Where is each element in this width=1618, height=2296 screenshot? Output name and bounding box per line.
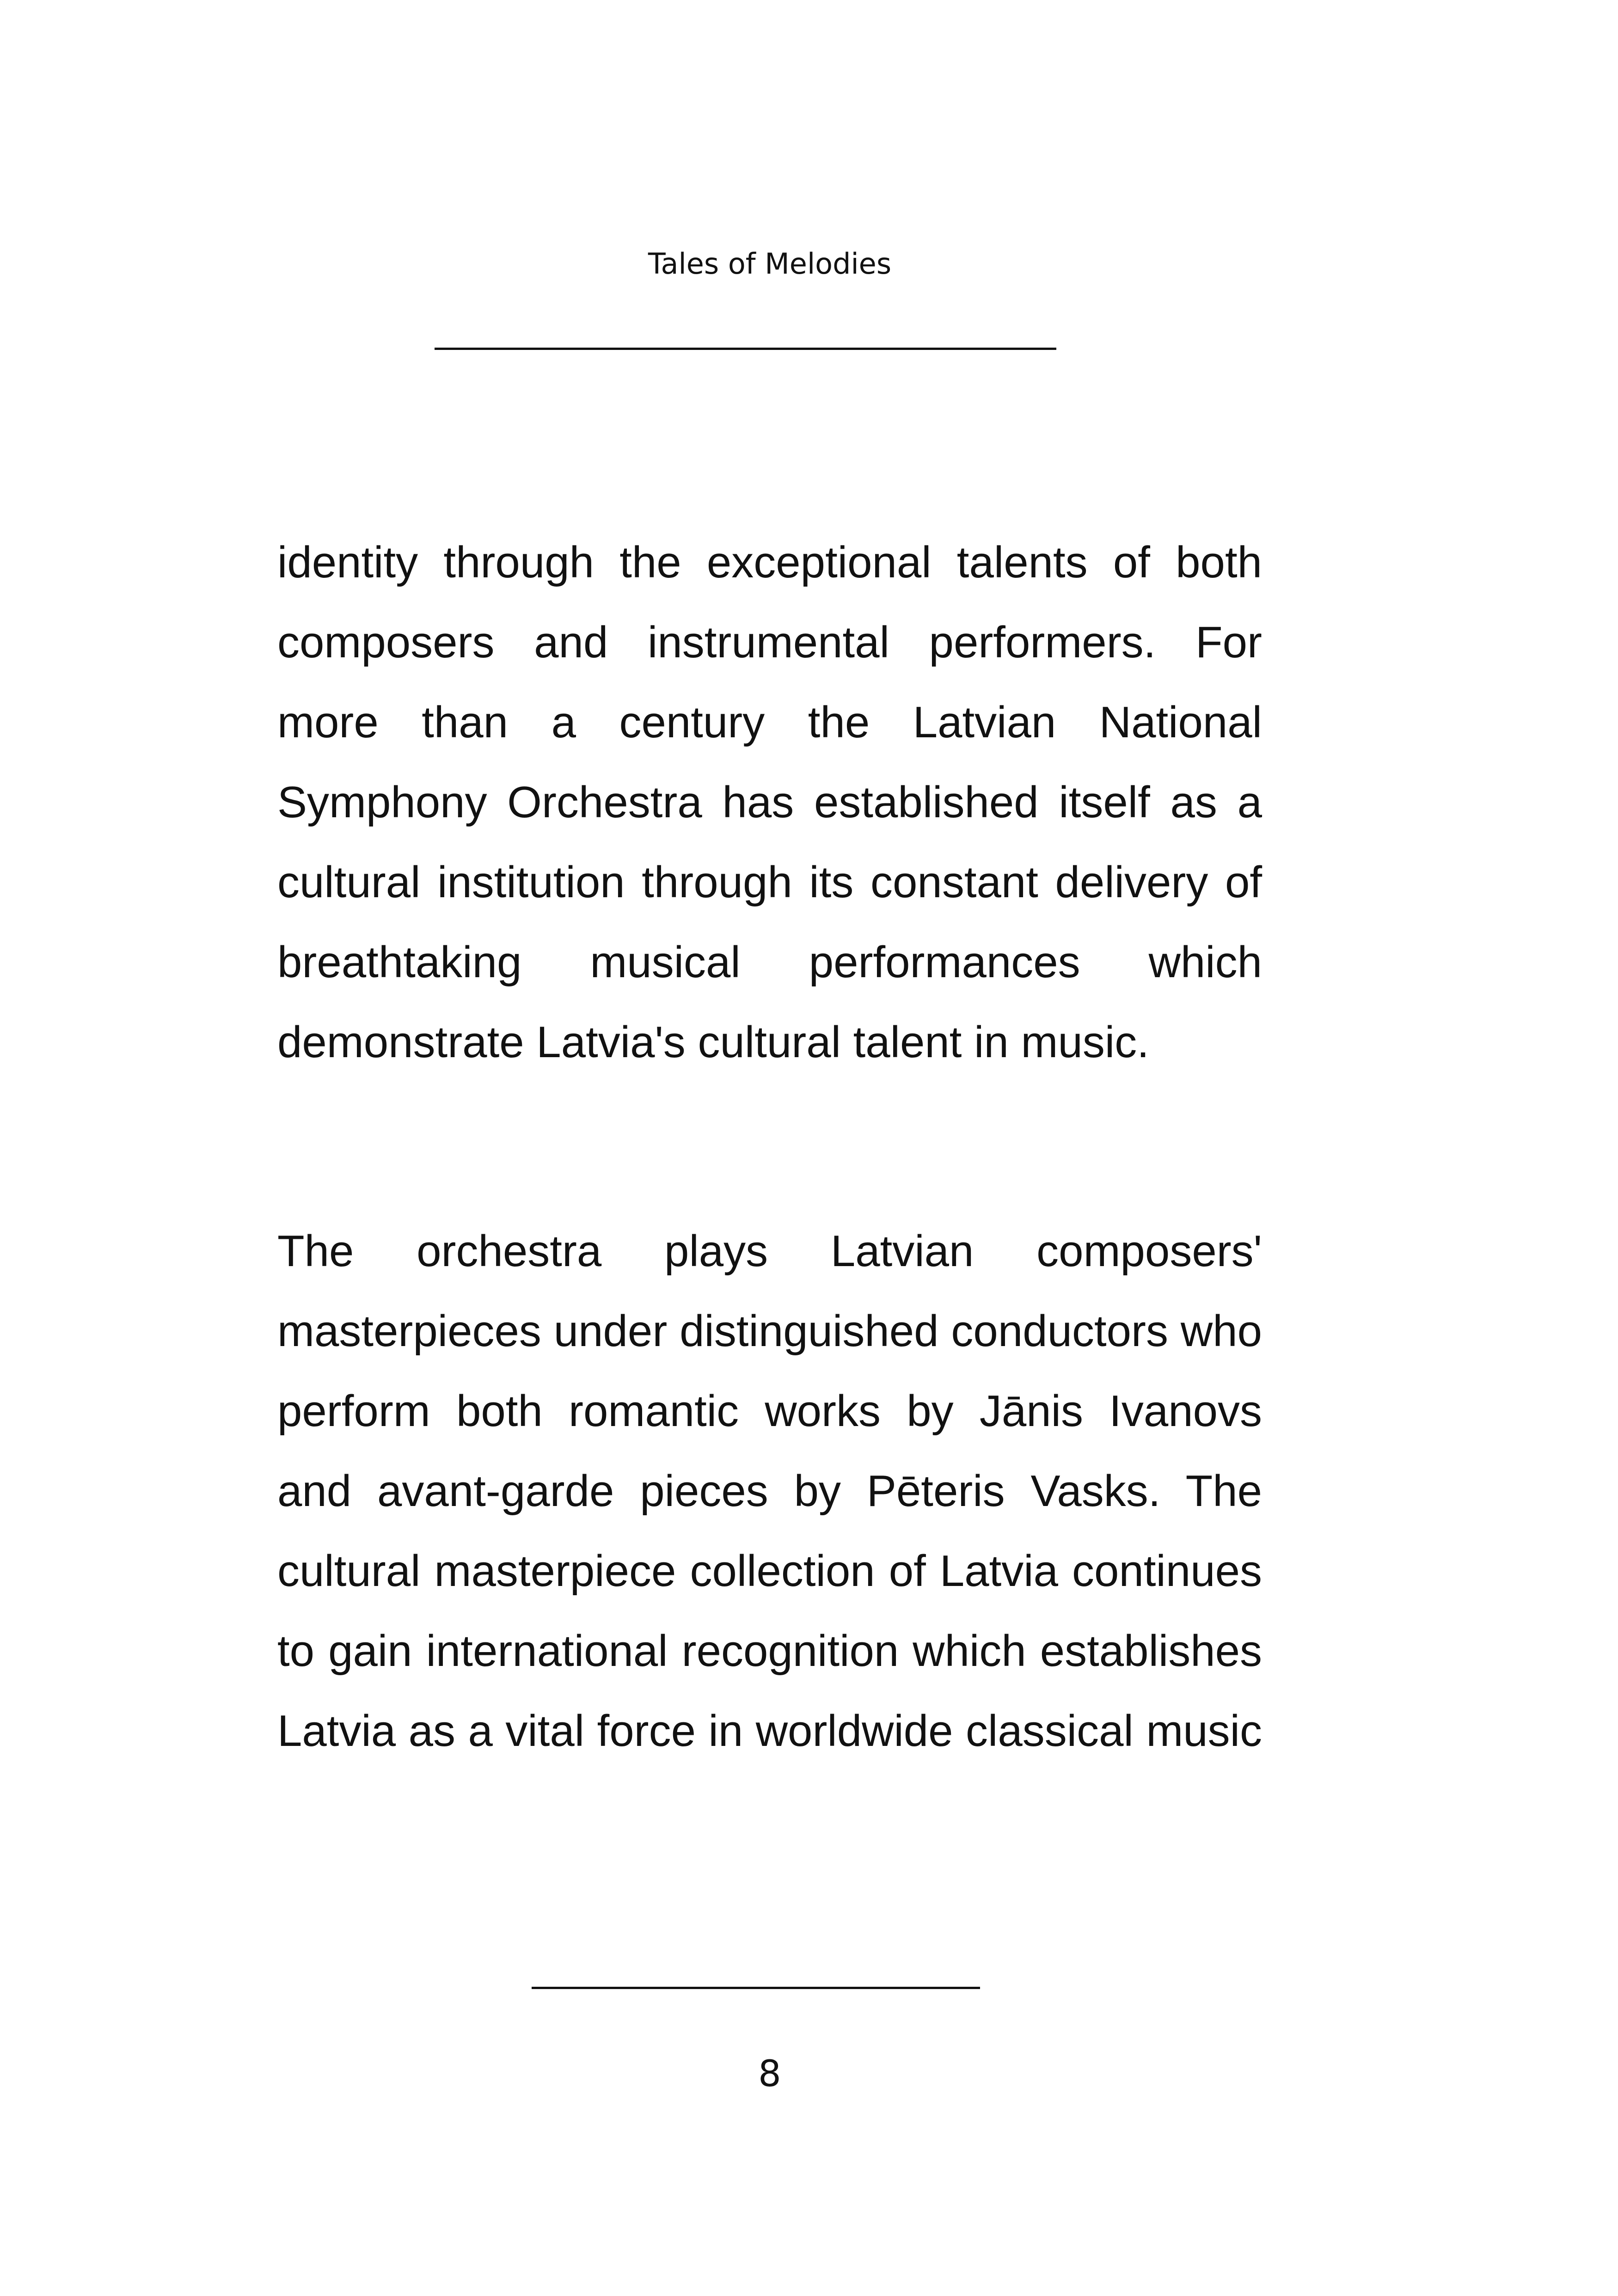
footer-divider	[532, 1987, 980, 1989]
header-divider	[435, 348, 1056, 350]
body-paragraph-1: identity through the exceptional talents of both composers and instrumental performers. For more than a century the Latvian National Symphony Orchestra has established itself as a cultural institution through its constant delivery of breathtaking musical performances which demonstrate Latvia's cultural talent in music.	[277, 538, 1262, 1067]
page-number: 8	[758, 2053, 781, 2095]
running-header-title: Tales of Melodies	[648, 247, 892, 281]
body-paragraph-2: The orchestra plays Latvian composers' masterpieces under distinguished conductors who perform both romantic works by Jānis Ivanovs and avant-garde pieces by Pēteris Vasks. The cultural masterpiece collection of Latvia continues to gain international recognition which establishes Latvia as a vital force in worldwide classical music	[277, 1226, 1262, 1756]
